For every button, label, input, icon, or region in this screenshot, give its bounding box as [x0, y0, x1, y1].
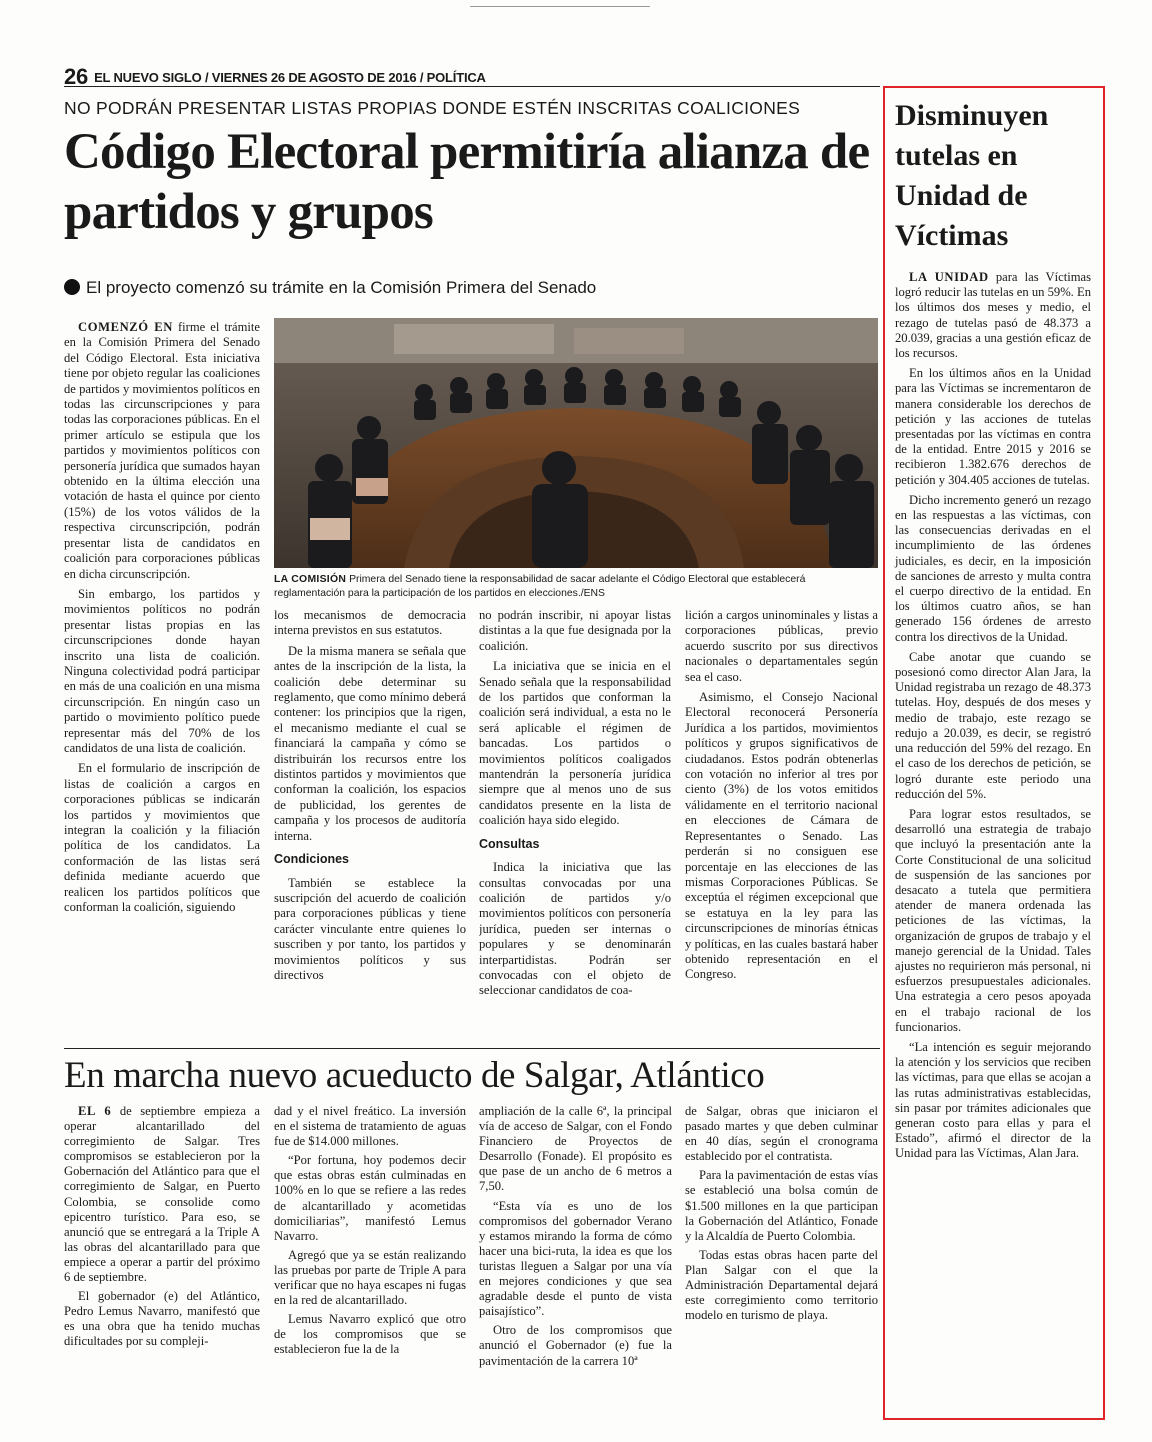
paragraph: ampliación de la calle 6ª, la principal vía de acceso de Salgar, con el Fondo Financiero de Proyectos de Desarrollo (Fonade). El propósito es que pase de un ancho de 6 metros a 7,50. — [479, 1104, 672, 1194]
main-kicker: NO PODRÁN PRESENTAR LISTAS PROPIAS DONDE ESTÉN INSCRITAS COALICIONES — [64, 98, 801, 118]
top-rule — [470, 6, 650, 7]
paragraph: Para lograr estos resultados, se desarrolló una estrategia de trabajo que incluyó la presentación ante la Corte Constitucional de una solicitud de suspensión de las sanciones por desacato a tutela que permitiera atender de manera ordenada las peticiones de las víctimas, la organización de grupos de trabajo y el manejo gerencial de la Unidad. Tales ajustes no requirieron más personal, ni esfuerzos presupuestales adicionales. Una estrategia a cero pesos apoyada en el trabajo racional de los funcionarios. — [895, 806, 1091, 1034]
sidebar-headline: Disminuyen tutelas en Unidad de Víctimas — [895, 99, 1049, 252]
lead-word: EL 6 — [78, 1104, 112, 1118]
paragraph: COMENZÓ EN firme el trámite en la Comisión Primera del Senado del Código Electoral. Esta iniciativa tiene por objeto regular las coaliciones de partidos y movimientos políticos en todas las circunscripciones y para todas las corporaciones públicas. En el primer artículo se estipula que los partidos y movimientos políticos con personería jurídica que sumados hayan obtenido en la última elección una votación de hasta el quince por ciento (15%) de los votos válidos de la respectiva circunscripción, podrán presentar lista de candidatos en coalición para corporaciones públicas en dicha circunscripción. — [64, 320, 260, 581]
bullet-dot-icon — [64, 279, 80, 295]
subhead-condiciones: Condiciones — [274, 852, 350, 867]
paragraph: “Esta vía es uno de los compromisos del gobernador Verano y estamos mirando la forma de cómo hacer una bici-ruta, la idea es que los turistas lleguen a Salgar por una vía en mejores condiciones y que sea agradable desde el punto de vista paisajístico”. — [479, 1198, 672, 1319]
paragraph: Asimismo, el Consejo Nacional Electoral reconocerá Personería Jurídica a los partidos, movimientos políticos y grupos significativos de ciudadanos. Estos podrán obtenerlas con votación no inferior al tres por ciento (3%) de los votos emitidos válidamente en el territorio nacional en elecciones de Cámara de Representantes o Senado. Las perderán si no consiguen ese porcentaje en las elecciones de las mismas Corporaciones Públicas. Se exceptúa el régimen excepcional que se estatuya en la ley para las circunscripciones de minorías étnicas y políticas, en las cuales bastará haber obtenido representación en el Congreso. — [685, 690, 878, 982]
paragraph: El gobernador (e) del Atlántico, Pedro Lemus Navarro, manifestó que es una obra que ha tenido muchas dificultades por su compleji- — [64, 1289, 260, 1349]
paragraph: Otro de los compromisos que anunció el Gobernador (e) fue la pavimentación de la carrera 10ª — [479, 1323, 672, 1368]
caption-lead: LA COMISIÓN — [274, 574, 347, 585]
paragraph: “La intención es seguir mejorando la atención y los servicios que reciben las víctimas, para que ellas se acojan a las rutas administrativas establecidas, sin pasar por trámites adicionales que generan costo para ellas y para el Estado”, afirmó el director de la Unidad para las Víctimas, Alan Jara. — [895, 1039, 1091, 1161]
paragraph: Indica la iniciativa que las consultas convocadas por una coalición de partidos y/o movimientos políticos con personería jurídica, pueden ser internas o populares y se denominarán interpartidistas. Podrán ser convocadas con el objeto de seleccionar candidatos de coa- — [479, 860, 671, 998]
paragraph: Lemus Navarro explicó que otro de los compromisos que se establecieron fue la de la — [274, 1312, 466, 1357]
sidebar-body — [895, 270, 1091, 1167]
lead-word: LA UNIDAD — [909, 270, 989, 284]
second-headline: En marcha nuevo acueducto de Salgar, Atlántico — [64, 1055, 765, 1096]
paragraph: Agregó que ya se están realizando las pruebas por parte de Triple A para verificar que no haya escapes ni fugas en la red de alcantarillado. — [274, 1247, 466, 1308]
paragraph: Sin embargo, los partidos y movimientos políticos no podrán presentar listas propias en las circunscripciones donde hayan inscrito una lista de coalición. Ninguna colectividad podrá participar en más de una coalición en una misma circunscripción. En ningún caso un partido o movimiento político puede representar más del 70% de los candidatos de una lista de coalición. — [64, 586, 260, 755]
subhead-consultas: Consultas — [479, 836, 540, 851]
paragraph: La iniciativa que se inicia en el Senado señala que la responsabilidad de los partidos que conforman la coalición será individual, a esta no le será aplicable el régimen de bancadas. Los partidos o movimientos políticos coaligados mantendrán la personería jurídica siempre que al menos uno de sus candidatos presente en la lista de coalición haya sido elegido. — [479, 659, 671, 828]
paragraph: no podrán inscribir, ni apoyar listas distintas a la que fue designada por la coalición. — [479, 608, 671, 653]
page-number: 26 — [64, 64, 89, 89]
page-folio — [64, 64, 864, 90]
deck-text: El proyecto comenzó su trámite en la Comisión Primera del Senado — [86, 278, 597, 297]
paragraph: EL 6 de septiembre empieza a operar alcantarillado del corregimiento de Salgar. Tres compromisos se establecieron por la Gobernación del Atlántico para que el corregimiento de Salgar, en Puerto Colombia, se consolide como epicentro turístico. Para eso, se anunció que se entregará a la Triple A las obras del alcantarillado para que empiece a operar a partir del próximo 6 de septiembre. — [64, 1104, 260, 1285]
photo-caption: LA COMISIÓN Primera del Senado tiene la responsabilidad de sacar adelante el Código Electoral que establecerá reglamentación para la participación de los partidos en elecciones./ENS — [274, 574, 806, 599]
senate-commission-photo — [274, 318, 878, 568]
folio-text: EL NUEVO SIGLO / VIERNES 26 DE AGOSTO DE 2016 / POLÍTICA — [94, 70, 486, 85]
paragraph: En los últimos años en la Unidad para las Víctimas se incrementaron de manera considerable los derechos de petición y las acciones de tutelas presentadas por las víctimas en contra de la entidad. Entre 2015 y 2016 se recibieron 1.382.676 derechos de petición y 304.405 acciones de tutelas. — [895, 366, 1091, 487]
paragraph: En el formulario de inscripción de listas de coalición a cargos en corporaciones públicas se indicarán los partidos y movimientos que integran la coalición y la filiación política de los candidatos. La conformación de las listas será definida mediante acuerdo que realicen los partidos políticos que conforman la coalición, siguiendo — [64, 761, 260, 915]
main-column-2 — [274, 608, 466, 1040]
folio-rule — [64, 86, 880, 87]
paragraph: De la misma manera se señala que antes de la inscripción de la lista, la coalición debe determinar su reglamento, que como mínimo deberá contener: los principios que la rigen, el mecanismo mediante el cual se financiará la campaña y cómo se distribuirán los recursos entre los distintos partidos y movimientos que conforman la coalición, los espacios de publicidad, los gerentes de campaña y los procesos de auditoría interna. — [274, 643, 466, 843]
second-column-4 — [685, 1104, 878, 1404]
paragraph: También se establece la suscripción del acuerdo de coalición para corporaciones públicas y tiene carácter vinculante entre quienes lo suscriben y por tanto, los partidos y movimientos políticos y sus directivos — [274, 875, 466, 982]
main-column-1 — [64, 320, 260, 1040]
paragraph: Cabe anotar que cuando se posesionó como director Alan Jara, la Unidad registraba un rezago de 48.373 tutelas. Hoy, después de dos meses y medio de trabajo, este rezago se redujo a 20.039, es decir, se registró una reducción del 59% del rezago. En el caso de los derechos de petición, se logró durante este periodo una reducción del 5%. — [895, 649, 1091, 801]
paragraph: Todas estas obras hacen parte del Plan Salgar con el que la Administración Departamental dejará este corregimiento como territorio modelo en turismo de playa. — [685, 1247, 878, 1323]
paragraph: los mecanismos de democracia interna previstos en sus estatutos. — [274, 608, 466, 638]
second-column-3 — [479, 1104, 672, 1404]
section-divider — [64, 1048, 880, 1049]
second-column-1 — [64, 1104, 260, 1404]
paragraph: Para la pavimentación de estas vías se estableció una bolsa común de $1.500 millones en la que participan la Gobernación del Atlántico, Fonade y la Alcaldía de Puerto Colombia. — [685, 1168, 878, 1243]
paragraph: de Salgar, obras que iniciaron el pasado martes y que deben culminar en 40 días, según el cronograma establecido por el contratista. — [685, 1104, 878, 1164]
paragraph: LA UNIDAD para las Víctimas logró reducir las tutelas en un 59%. En los últimos dos meses y medio, el rezago de tutelas pasó de 48.373 a 20.039, gracias a una gestión eficaz de los recursos. — [895, 270, 1091, 361]
paragraph: lición a cargos uninominales y listas a corporaciones públicas, previo acuerdo suscrito por sus directivos nacionales o departamentales según sea el caso. — [685, 608, 878, 684]
paragraph: Dicho incremento generó un rezago en las respuestas a las víctimas, con las consecuencias derivadas en el incumplimiento de las órdenes judiciales, es decir, en la imposición de sanciones de arresto y multa contra el cuerpo directivo de la entidad. En los últimos cuatro años, se han generado 156 órdenes de arresto contra los directivos de la Unidad. — [895, 492, 1091, 644]
photo-image — [274, 318, 878, 568]
second-column-2 — [274, 1104, 466, 1404]
main-column-3 — [479, 608, 671, 1040]
paragraph: dad y el nivel freático. La inversión en el sistema de tratamiento de aguas fue de $14.000 millones. — [274, 1104, 466, 1149]
paragraph: “Por fortuna, hoy podemos decir que estas obras están culminadas en 100% en lo que se refiere a las redes de alcantarillado y acometidas domiciliarias”, manifestó Lemus Navarro. — [274, 1153, 466, 1243]
main-headline: Código Electoral permitiría alianza de partidos y grupos — [64, 124, 870, 240]
lead-word: COMENZÓ EN — [78, 320, 173, 334]
main-column-4 — [685, 608, 878, 1040]
main-deck — [64, 278, 596, 298]
